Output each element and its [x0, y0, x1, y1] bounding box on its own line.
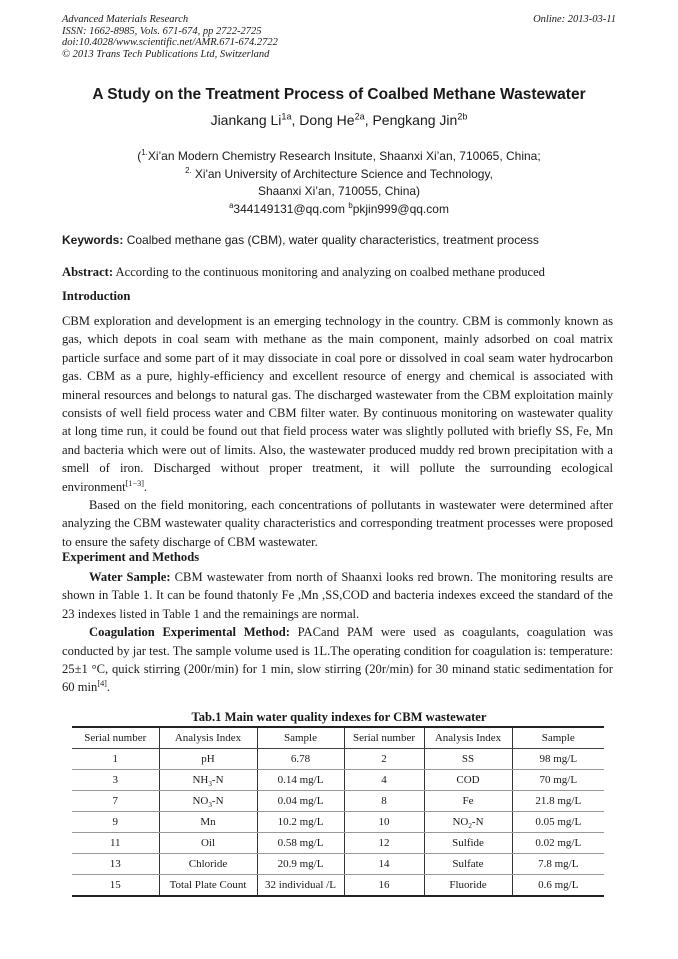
table-cell	[424, 770, 512, 791]
issn-line: ISSN: 1662-8985, Vols. 671-674, pp 2722-2725	[62, 25, 262, 37]
cell-text: 15	[109, 879, 121, 891]
table-cell	[72, 833, 159, 854]
affiliation-sup: 1.	[141, 148, 148, 157]
cell-text: 2	[381, 753, 387, 765]
table-cell	[257, 875, 344, 897]
author-list: Jiankang $Li^{1a}$, Dong $He^{2a}$, Pengkang Jin$^{2b}$	[210, 111, 468, 128]
column-header: Serial number	[72, 727, 159, 749]
table-row	[72, 812, 604, 833]
table-cell	[159, 875, 257, 897]
author-name: Pengkang Jin	[372, 112, 458, 128]
table-cell	[344, 833, 424, 854]
paragraph-end: .	[143, 479, 148, 494]
citation[interactable]: [1−3]	[125, 478, 144, 488]
table-cell	[159, 749, 257, 770]
table-cell	[512, 749, 604, 770]
cell-text: 21.8 mg/L	[535, 795, 582, 807]
cell-text: NO	[452, 816, 469, 828]
table-cell	[72, 791, 159, 812]
cell-text: Total Plate Count	[169, 879, 247, 891]
cell-suffix: -N	[211, 795, 224, 807]
cell-text: 0.05 mg/L	[535, 816, 582, 828]
online-date: Online: 2013-03-11	[533, 14, 616, 25]
cell-text: 13	[109, 858, 121, 870]
table-cell	[159, 770, 257, 791]
doi-line: doi:10.4028/www.scientific.net/AMR.671-674.2722	[62, 37, 278, 48]
paragraph	[62, 312, 613, 496]
paragraph-text: PACand PAM were used as coagulants, coagulation was conducted by jar test. The sample volume used is 1L.The operating condition for coagulation is: temperature: 25±1 °C, quick stirring (200r/min) for 1 min, slow stirring (20r/min) for 30 minand static sedimentation for 60 min	[62, 625, 613, 695]
table-cell	[512, 791, 604, 812]
table-cell	[344, 812, 424, 833]
cell-text: 10.2 mg/L	[277, 816, 324, 828]
affiliation-1	[62, 148, 616, 166]
running-header	[62, 14, 616, 60]
author-sup: 2a	[354, 111, 365, 122]
table-row	[72, 875, 604, 897]
table-cell	[512, 875, 604, 897]
table-cell	[72, 854, 159, 875]
affiliation-2	[62, 166, 616, 184]
coagulation-label: Coagulation Experimental Method:	[89, 625, 290, 640]
water-quality-table	[72, 726, 604, 897]
table-cell	[424, 854, 512, 875]
cell-text: 7	[112, 795, 118, 807]
affiliation-sup: 2.	[185, 165, 192, 175]
table-cell	[159, 812, 257, 833]
keywords	[62, 233, 616, 247]
author-sup: 1a	[281, 111, 292, 122]
table-cell	[424, 749, 512, 770]
email-b[interactable]: pkjin999@qq.com	[352, 201, 449, 216]
abstract	[62, 263, 613, 281]
cell-text: 6.78	[290, 753, 311, 765]
cell-text: 11	[109, 837, 121, 849]
email-sup: a	[229, 200, 234, 210]
cell-text: 9	[112, 816, 118, 828]
cell-suffix: -N	[471, 816, 484, 828]
table-row	[72, 749, 604, 770]
cell-text: 0.6 mg/L	[538, 879, 579, 891]
table-cell	[344, 791, 424, 812]
cell-text: SS	[461, 753, 475, 765]
introduction-heading: Introduction	[62, 289, 131, 303]
author-name: Dong He	[299, 112, 355, 128]
paragraph-text: CBM exploration and development is an emerging technology in the country. CBM is commonly known as gas, which depots in coal seam with methane as the main component, mainly adsorbed on coal matrix particle surface and some part of it may dissociate in coal pore or dissolved in coal seam water hydrocarbon gas. CBM as a pure, highly-efficiency and excellent resource of energy and chemical is associated with mineral resources and belongs to natural gas. The discharged wastewater from the CBM exploitation mainly consists of well field process water and CBM filter water. By continuous monitoring on wastewater quality at long time run, it could be found out that field process water was slightly polluted with briefly SS, Fe, Mn and bacteria which were out of limits. Also, the wastewater produced muddy red brown precipitation with a smell of iron. Discharged without proper treatment, it will pollute the surrounding ecological environment	[62, 314, 613, 494]
cell-text: COD	[456, 774, 480, 786]
cell-text: Chloride	[188, 858, 228, 870]
paragraph	[62, 623, 613, 697]
cell-subscript: 3	[208, 780, 212, 789]
table-cell	[424, 791, 512, 812]
table-cell	[257, 833, 344, 854]
cell-text: 4	[381, 774, 387, 786]
table-caption: Tab.1 Main water quality indexes for CBM wastewater	[191, 710, 487, 724]
email-sup: b	[348, 200, 353, 210]
cell-text: 0.04 mg/L	[277, 795, 324, 807]
table-cell	[512, 854, 604, 875]
column-header: Serial number	[344, 727, 424, 749]
citation[interactable]: [4]	[97, 679, 107, 689]
table-cell	[257, 770, 344, 791]
affiliation-2-cont: Shaanxi Xi’an, 710055, China)	[257, 184, 421, 198]
table-cell	[257, 749, 344, 770]
table-cell	[424, 812, 512, 833]
cell-text: 0.58 mg/L	[277, 837, 324, 849]
table-cell	[424, 875, 512, 897]
abstract-label: Abstract:	[62, 265, 114, 279]
cell-text: 20.9 mg/L	[277, 858, 324, 870]
keywords-text: Coalbed methane gas (CBM), water quality characteristics, treatment process	[123, 233, 539, 247]
keywords-label: Keywords:	[62, 233, 124, 247]
table-cell	[257, 812, 344, 833]
table-cell	[512, 770, 604, 791]
water-sample-label: Water Sample:	[89, 570, 171, 584]
cell-text: Sulfate	[452, 858, 484, 870]
cell-text: 1	[112, 753, 118, 765]
author-name: Jiankang Li	[210, 112, 282, 128]
experiment-body	[62, 568, 613, 697]
paragraph-end: .	[106, 680, 111, 695]
table-cell	[344, 749, 424, 770]
cell-subscript: 2	[468, 822, 472, 831]
cell-text: 0.02 mg/L	[535, 837, 582, 849]
introduction-body	[62, 312, 613, 551]
table-row	[72, 791, 604, 812]
affiliation-text: Xi'an University of Architecture Science and Technology,	[191, 166, 493, 181]
paragraph: Based on the field monitoring, each concentrations of pollutants in wastewater were determined after analyzing the CBM wastewater quality characteristics and corresponding treatment processes were proposed to ensure the safety discharge of CBM wastewater.	[62, 498, 613, 549]
cell-suffix: -N	[211, 774, 224, 786]
affiliation-text: Xi’an Modern Chemistry Research Insitute, Shaanxi Xi’an, 710065, China;	[147, 149, 541, 163]
cell-text: Fe	[462, 795, 474, 807]
cell-text: Oil	[200, 837, 216, 849]
cell-text: NH	[192, 774, 209, 786]
cell-text: NO	[192, 795, 209, 807]
cell-text: Sulfide	[452, 837, 484, 849]
table-row	[72, 770, 604, 791]
column-header: Analysis Index	[159, 727, 257, 749]
copyright-line: © 2013 Trans Tech Publications Ltd, Switzerland	[62, 48, 270, 60]
table-cell	[257, 791, 344, 812]
column-header: Sample	[512, 727, 604, 749]
table-cell	[159, 854, 257, 875]
table-row	[72, 833, 604, 854]
cell-text: Mn	[200, 816, 216, 828]
table-cell	[512, 812, 604, 833]
cell-subscript: 3	[208, 801, 212, 810]
table-cell	[159, 833, 257, 854]
cell-text: 14	[378, 858, 390, 870]
table-cell	[72, 812, 159, 833]
column-header: Sample	[257, 727, 344, 749]
cell-text: pH	[201, 753, 215, 765]
journal-name: Advanced Materials Research	[62, 14, 189, 25]
table-cell	[512, 833, 604, 854]
table-cell	[344, 770, 424, 791]
cell-text: 7.8 mg/L	[538, 858, 579, 870]
cell-text: 10	[378, 816, 390, 828]
email-a[interactable]: 344149131@qq.com	[233, 201, 346, 216]
table-row	[72, 854, 604, 875]
column-header: Analysis Index	[424, 727, 512, 749]
affiliations	[62, 148, 616, 218]
table-cell	[72, 749, 159, 770]
author-sup: 2b	[457, 111, 468, 122]
cell-text: Fluoride	[449, 879, 487, 891]
table-cell	[72, 875, 159, 897]
cell-text: 70 mg/L	[539, 774, 578, 786]
paragraph-text: CBM wastewater from north of Shaanxi looks red brown. The monitoring results are shown in Table 1. It can be found thatonly Fe ,Mn ,SS,COD and bacteria indexes exceed the standard of the 23 indexes listed in Table 1 and the remainings are normal.	[62, 570, 613, 621]
paper-title: A Study on the Treatment Process of Coalbed Methane Wastewater	[92, 86, 586, 103]
cell-text: 16	[378, 879, 390, 891]
cell-text: 3	[112, 774, 118, 786]
cell-text: 98 mg/L	[539, 753, 578, 765]
abstract-text: According to the continuous monitoring and analyzing on coalbed methane produced	[113, 265, 545, 279]
table-cell	[257, 854, 344, 875]
table-header-row	[72, 727, 604, 749]
affiliation-paren: (	[137, 149, 142, 163]
cell-text: 8	[381, 795, 387, 807]
email-line	[62, 201, 616, 219]
paragraph	[62, 568, 613, 623]
table-cell	[72, 770, 159, 791]
cell-text: 32 individual /L	[265, 879, 336, 891]
table-cell	[344, 875, 424, 897]
cell-text: 0.14 mg/L	[277, 774, 324, 786]
table-cell	[424, 833, 512, 854]
experiment-heading: Experiment and Methods	[62, 550, 200, 564]
cell-text: 12	[378, 837, 390, 849]
table-cell	[344, 854, 424, 875]
table-cell	[159, 791, 257, 812]
